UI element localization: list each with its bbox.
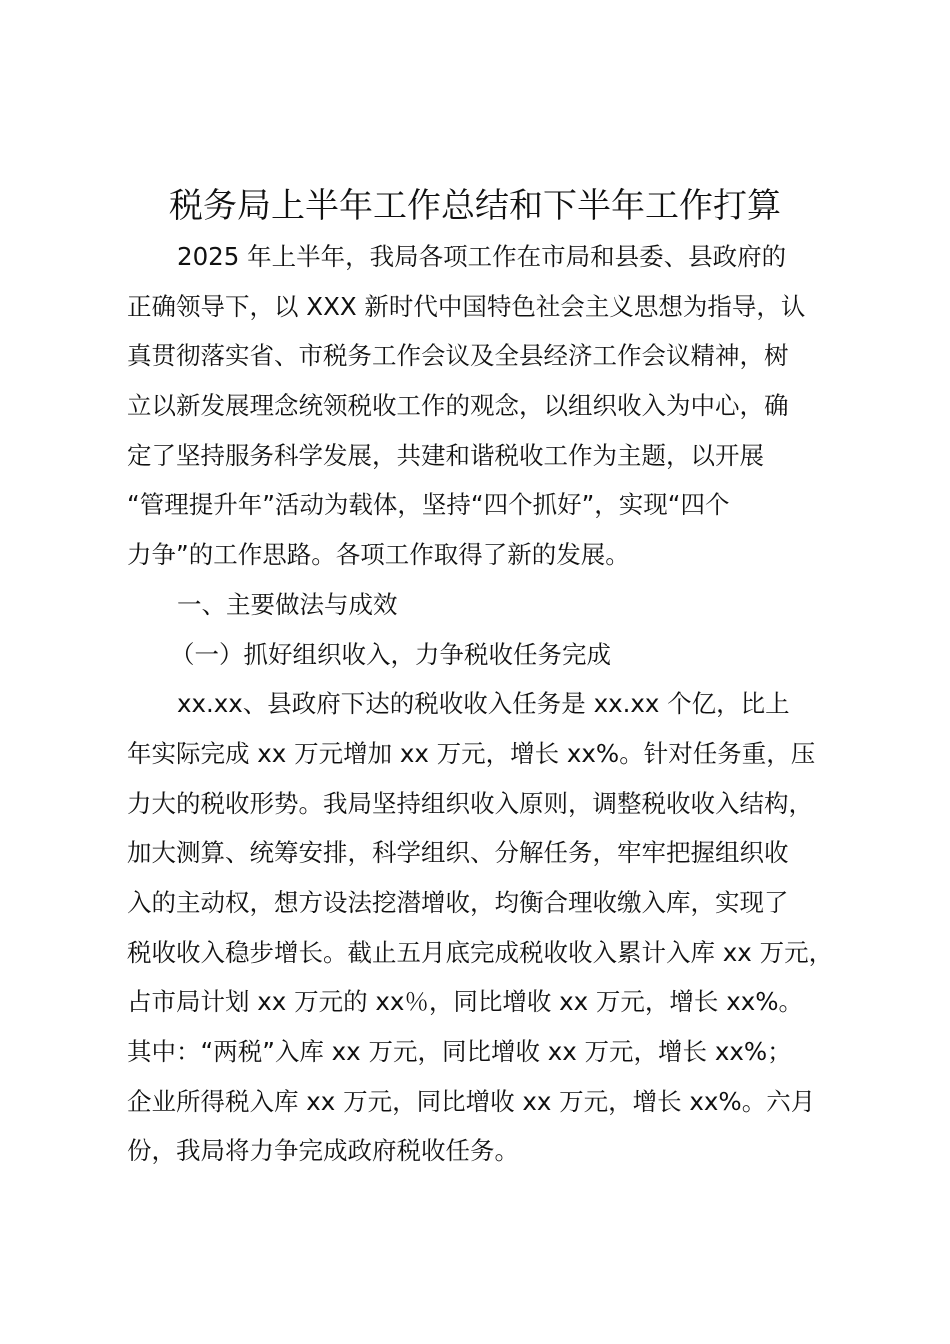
paragraph-line: 其中：“两税”入库 xx 万元，同比增收 xx 万元，增长 xx%； [127, 1037, 792, 1066]
paragraph-line: 2025 年上半年，我局各项工作在市局和县委、县政府的 [177, 242, 787, 271]
paragraph-line: xx.xx、县政府下达的税收收入任务是 xx.xx 个亿，比上 [177, 689, 790, 719]
paragraph-line: 定了坚持服务科学发展，共建和谐税收工作为主题，以开展 [127, 440, 764, 470]
paragraph-line: 占市局计划 xx 万元的 xx％，同比增收 xx 万元，增长 xx%。 [127, 987, 803, 1017]
paragraph-line: 力争”的工作思路。各项工作取得了新的发展。 [127, 540, 630, 570]
paragraph-line: 税收收入稳步增长。截止五月底完成税收收入累计入库 xx 万元， [127, 937, 834, 967]
paragraph-line: 正确领导下，以 XXX 新时代中国特色社会主义思想为指导，认 [127, 291, 806, 321]
section-heading: 一、主要做法与成效 [177, 589, 398, 619]
paragraph-line: 企业所得税入库 xx 万元，同比增收 xx 万元，增长 xx%。六月 [127, 1086, 816, 1116]
paragraph-line: 真贯彻落实省、市税务工作会议及全县经济工作会议精神，树 [127, 341, 789, 371]
paragraph-line: 年实际完成 xx 万元增加 xx 万元，增长 xx%。针对任务重，压 [127, 738, 816, 768]
document-body [127, 232, 857, 1176]
paragraph-line: 份，我局将力争完成政府税收任务。 [127, 1136, 519, 1166]
subsection-heading: （一）抓好组织收入，力争税收任务完成 [170, 639, 611, 669]
paragraph-line: “管理提升年”活动为载体，坚持“四个抓好”，实现“四个 [127, 490, 730, 520]
paragraph-line: 入的主动权，想方设法挖潜增收，均衡合理收缴入库，实现了 [127, 887, 789, 917]
paragraph-line: 加大测算、统筹安排，科学组织、分解任务，牢牢把握组织收 [127, 838, 789, 868]
paragraph-line: 立以新发展理念统领税收工作的观念，以组织收入为中心，确 [127, 391, 789, 421]
paragraph-line: 力大的税收形势。我局坚持组织收入原则，调整税收收入结构， [127, 788, 813, 818]
document-title: 税务局上半年工作总结和下半年工作打算 [169, 186, 781, 226]
